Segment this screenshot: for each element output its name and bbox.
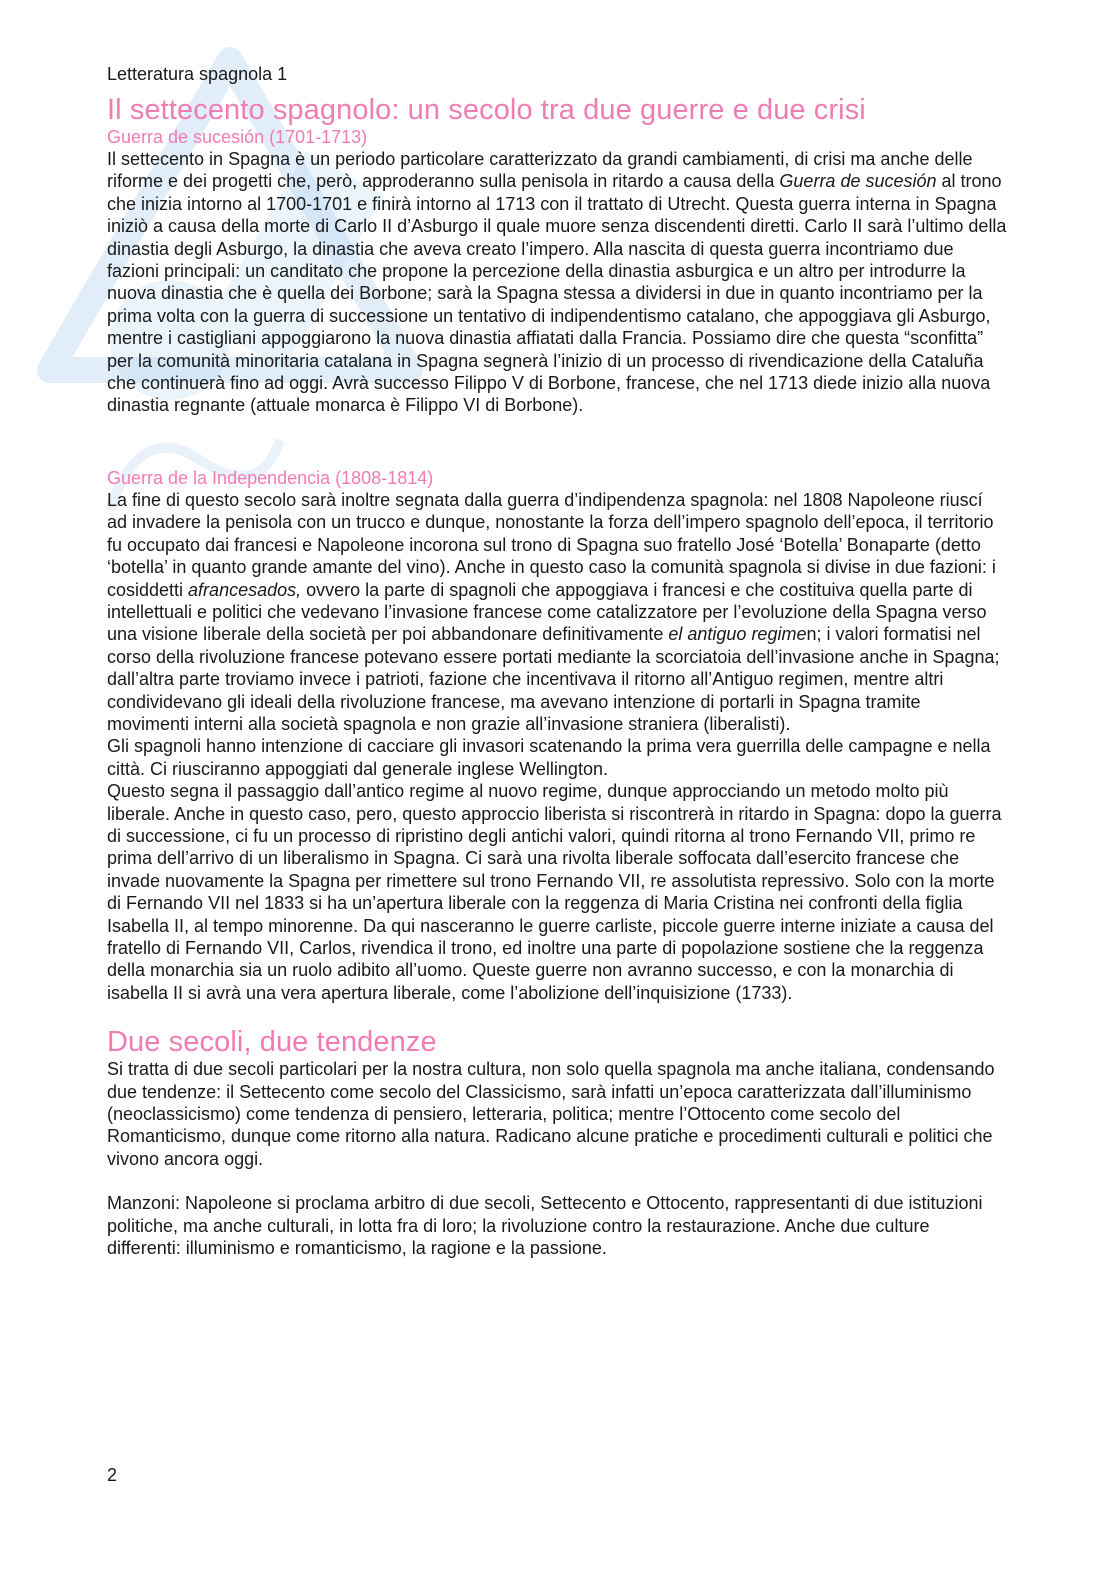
paragraph-sucesion: Il settecento in Spagna è un periodo particolare caratterizzato da grandi cambiamenti, di crisi ma anche delle riforme e dei progetti che, però, approderanno sulla penisola in ritardo a causa della Guerra de sucesión al trono che inizia intorno al 1700-1701 e finirà intorno al 1713 con il trattato di Utrecht. Questa guerra interna in Spagna iniziò a causa della morte di Carlo II d’Asburgo il quale muore senza discendenti diretti. Carlo II sarà l’ultimo della dinastia degli Asburgo, la dinastia che aveva creato l’impero. Alla nascita di questa guerra incontriamo due fazioni principali: un canditato che propone la percezione della dinastia asburgica e un altro per introdurre la nuova dinastia che è quella dei Borbone; sarà la Spagna stessa a dividersi in due in quanto incontriamo per la prima volta con la guerra di successione un tentativo di indipendentismo catalano, che appoggiava gli Asburgo, mentre i castigliani appoggiarono la nuova dinastia affiatati dalla Francia. Possiamo dire che questa “sconfitta” per la comunità minoritaria catalana in Spagna segnerà l’inizio di un processo di rivendicazione della Cataluña che continuerà fino ad oggi. Avrà successo Filippo V di Borbone, francese, che nel 1713 diede inizio alla nuova dinastia regnante (attuale monarca è Filippo VI di Borbone). bbox=[107, 149, 1007, 416]
subsection-title-sucesion: Guerra de sucesión (1701-1713) bbox=[107, 127, 368, 147]
paragraph-independencia-3: Questo segna il passaggio dall’antico regime al nuovo regime, dunque approcciando un metodo molto più liberale. Anche in questo caso, pero, questo approccio liberista si riscontrerà in ritardo in Spagna: dopo la guerra di successione, ci fu un processo di ripristino degli antichi valori, quindi ritorna al trono Fernando VII, primo re prima dell’arrivo di un liberalismo in Spagna. Ci sarà una rivolta liberale soffocata dall’esercito francese che invade nuovamente la Spagna per rimettere sul trono Fernando VII, re assolutista repressivo. Solo con la morte di Fernando VII nel 1833 si ha un’apertura liberale con la reggenza di Maria Cristina nei confronti della figlia Isabella II, al tempo minorenne. Da qui nasceranno le guerre carliste, piccole guerre interne iniziate a causa del fratello di Fernando VII, Carlos, rivendica il trono, ed inoltre una parte di popolazione sostiene che la reggenza della monarchia sia un ruolo adibito all’uomo. Queste guerre non avranno successo, e con la monarchia di isabella II si avrà una vera apertura liberale, come l’abolizione dell’inquisizione (1733). bbox=[107, 781, 1002, 1003]
paragraph-independencia-2: Gli spagnoli hanno intenzione di cacciare gli invasori scatenando la prima vera guerrilla delle campagne e nella città. Ci riusciranno appoggiati dal generale inglese Wellington. bbox=[107, 736, 991, 779]
emphasis-antiguo-regimen: el antiguo regime bbox=[668, 624, 807, 645]
paragraph-due-secoli-1: Si tratta di due secoli particolari per la nostra cultura, non solo quella spagnola ma anche italiana, condensando due tendenze: il Settecento come secolo del Classicismo, sarà infatti un’epoca caratterizzata dall’illuminismo (neoclassicismo) come tendenza di pensiero, letteraria, politica; mentre l’Ottocento come secolo del Romanticismo, dunque come ritorno alla natura. Radicano alcune pratiche e procedimenti culturali e politici che vivono ancora oggi. bbox=[107, 1059, 995, 1169]
paragraph-manzoni: Manzoni: Napoleone si proclama arbitro di due secoli, Settecento e Ottocento, rappresentanti di due istituzioni politiche, ma anche culturali, in lotta fra di loro; la rivoluzione contro la restaurazione. Anche due culture differenti: illuminismo e romanticismo, la ragione e la passione. bbox=[107, 1193, 983, 1259]
paragraph-independencia-1: La fine di questo secolo sarà inoltre segnata dalla guerra d’indipendenza spagnola: nel 1808 Napoleone riuscí ad invadere la penisola con un trucco e dunque, nonostante la forza dell’impero spagnolo dell’epoca, il territorio fu occupato dai francesi e Napoleone incorona sul trono di Spagna suo fratello José ‘Botella’ Bonaparte (detto ‘botella’ in quanto grande amante del vino). Anche in questo caso la comunità spagnola si divise in due fazioni: i cosiddetti afrancesados, ovvero la parte di spagnoli che appoggiava i francesi e che costituiva quella parte di intellettuali e politici che vedevano l’invasione francese come catalizzatore per l’evoluzione della Spagna verso una visione liberale della società per poi abbandonare definitivamente el antiguo regimen; i valori formatisi nel corso della rivoluzione francese potevano essere portati mediante la scorciatoia dell’invasione anche in Spagna; dall’altra parte troviamo invece i patrioti, fazione che incentivava il ritorno all’Antiguo regimen, mentre altri condividevano gli ideali della rivoluzione francese, ma avevano intenzione di portarli in Spagna tramite movimenti interni alla società spagnola e non grazie all’invasione straniera (liberalisti). bbox=[107, 489, 1000, 734]
emphasis-guerra-de-sucesion: Guerra de sucesión bbox=[779, 171, 937, 192]
page-content bbox=[107, 62, 1007, 1259]
running-head: Letteratura spagnola 1 bbox=[107, 64, 288, 84]
section-title-settecento: Il settecento spagnolo: un secolo tra due guerre e due crisi bbox=[107, 94, 866, 126]
emphasis-afrancesados: afrancesados, bbox=[188, 579, 302, 600]
section-title-due-secoli: Due secoli, due tendenze bbox=[107, 1026, 437, 1059]
subsection-title-independencia: Guerra de la Independencia (1808-1814) bbox=[107, 467, 434, 488]
page-number: 2 bbox=[107, 1465, 118, 1485]
